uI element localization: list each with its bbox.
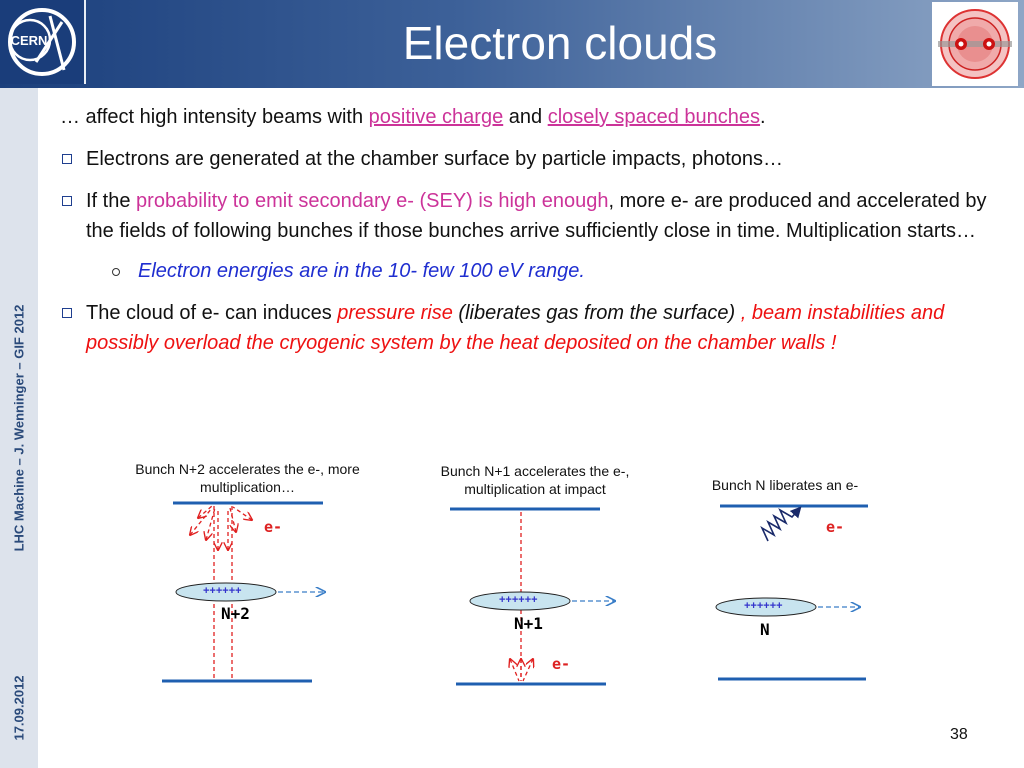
panel1-secondary-arrow [233,507,252,520]
sidebar [0,88,38,768]
panel1-bunch-label: N+2 [221,604,250,623]
slide-title: Electron clouds [402,17,718,69]
intro-line [60,102,1010,132]
panel3-charges: ++++++ [744,600,783,612]
panel2-secondary-arrow [510,659,519,681]
panel3-bunch-label: N [760,620,770,639]
sey-highlight: probability to emit secondary e- (SEY) is high enough [136,190,609,212]
panel2-secondary-arrow [523,659,533,681]
panel1-electron-label: e- [264,518,283,536]
intro-text: … affect high intensity beams with [60,106,369,128]
panel1-charges: ++++++ [203,585,242,597]
positive-charge-link[interactable]: positive charge [368,106,504,128]
panel3-photon-squiggle [762,508,800,541]
bullet-text: If the [86,190,137,212]
date-label: 17.09.2012 [11,675,27,741]
title-bar [0,0,1024,88]
panel2-charges: ++++++ [499,594,538,606]
panel3-drawing [716,506,868,679]
instabilities-text: , beam instabilities and possibly overload the cryogenic system by the heat deposited on the chamber walls ! [86,302,945,354]
cern-logo [0,0,86,84]
sub-bullet-text: Electron energies are in the 10- few 100 eV range. [138,260,585,282]
intro-and: and [503,106,548,128]
page-number: 38 [950,726,968,743]
panel2-caption: Bunch N+1 accelerates the e-, multiplication at impact [440,463,630,497]
bullet-box-icon [62,154,72,164]
panel3-electron-label: e- [826,518,845,536]
lhc-logo [932,2,1018,86]
closely-spaced-bunches-link[interactable]: closely spaced bunches [547,106,761,128]
bullet-electrons-generated [60,144,1010,174]
presenter-label: LHC Machine – J. Wenninger – GIF 2012 [11,304,27,552]
svg-text:CERN: CERN [10,33,48,48]
bullet-text-cont: , more e- are produced and accelerated by the fields of following bunches if those bunches arrive sufficiently close in time. Multiplication starts… [86,190,987,242]
liberates-gas-text: (liberates gas from the surface) [452,302,736,324]
bullet-text: Electrons are generated at the chamber surface by particle impacts, photons… [86,148,784,170]
panel2-bunch-label: N+1 [514,614,543,633]
sub-bullet-energies [60,256,1010,286]
circle-bullet-icon [112,268,120,276]
bullet-cloud-effects [60,298,1010,358]
intro-period: . [760,106,766,128]
bullet-text: The cloud of e- can induces [86,302,338,324]
bullet-box-icon [62,308,72,318]
panel2-electron-label: e- [552,655,571,673]
panel1-drawing [162,503,325,681]
panel1-secondary-arrow [230,508,236,532]
bullet-sey [60,186,1010,246]
pressure-rise-text: pressure rise [337,302,453,324]
slide-content [60,100,1010,358]
bullet-box-icon [62,196,72,206]
panel3-caption: Bunch N liberates an e- [711,477,859,493]
electron-cloud-diagram [40,440,1000,740]
panel1-caption: Bunch N+2 accelerates the e-, more multiplication… [135,461,360,495]
